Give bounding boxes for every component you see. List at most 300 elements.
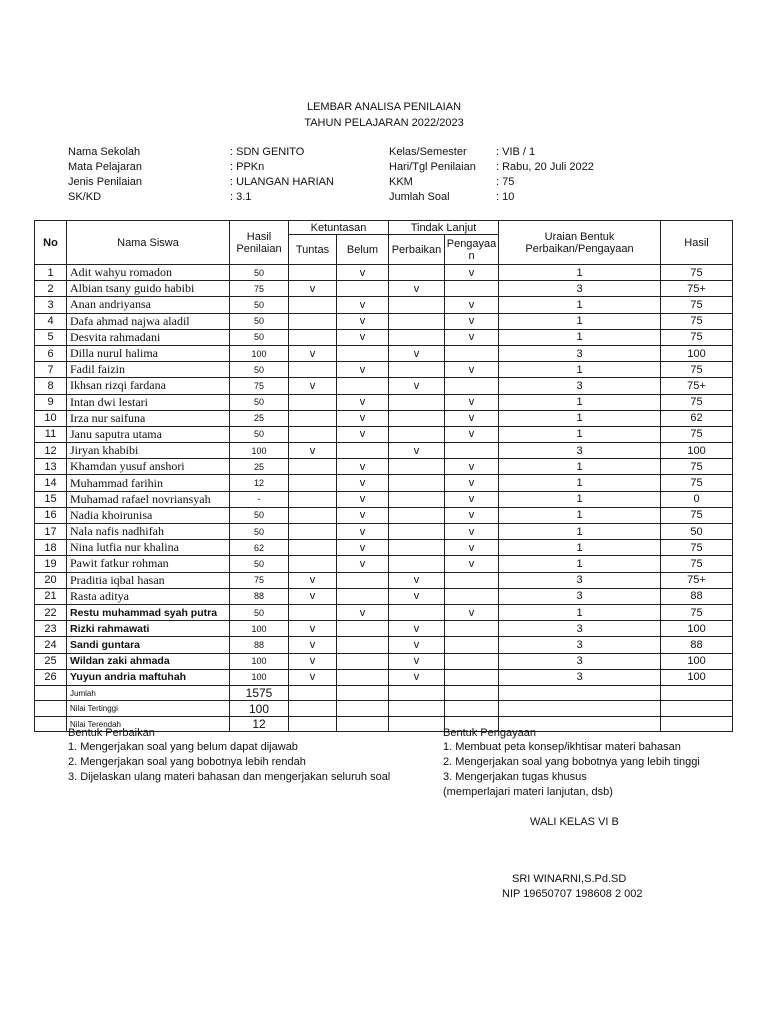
- cell-tuntas: [289, 540, 337, 556]
- cell-no: 13: [35, 459, 67, 475]
- cell-belum: v: [337, 265, 389, 281]
- cell-no: 19: [35, 556, 67, 572]
- pengayaan-item: 2. Mengerjakan soal yang bobotnya yang lebih tinggi: [443, 756, 700, 768]
- cell-no: 8: [35, 378, 67, 394]
- cell-perbaikan: [389, 329, 445, 345]
- cell-uraian: 1: [499, 426, 661, 442]
- cell-score: 50: [230, 265, 289, 281]
- cell-pengayaan: [445, 378, 499, 394]
- cell-score: 50: [230, 426, 289, 442]
- cell-tuntas: v: [289, 345, 337, 361]
- summary-empty: [337, 716, 389, 732]
- cell-no: 3: [35, 297, 67, 313]
- summary-value: 1575: [230, 685, 289, 701]
- cell-pengayaan: [445, 637, 499, 653]
- perbaikan-item: 1. Mengerjakan soal yang belum dapat dijawab: [68, 741, 298, 753]
- table-row: [35, 378, 733, 394]
- table-row: [35, 329, 733, 345]
- cell-uraian: 1: [499, 475, 661, 491]
- cell-student-name: Muhamad rafael novriansyah: [67, 491, 230, 507]
- cell-no: 14: [35, 475, 67, 491]
- cell-student-name: Restu muhammad syah putra: [67, 604, 230, 620]
- cell-student-name: Janu saputra utama: [67, 426, 230, 442]
- cell-score: 100: [230, 621, 289, 637]
- cell-belum: v: [337, 362, 389, 378]
- cell-no: 1: [35, 265, 67, 281]
- cell-pengayaan: v: [445, 297, 499, 313]
- cell-hasil: 62: [661, 410, 733, 426]
- cell-tuntas: v: [289, 443, 337, 459]
- cell-hasil: 100: [661, 621, 733, 637]
- cell-belum: [337, 637, 389, 653]
- cell-student-name: Nadia khoirunisa: [67, 507, 230, 523]
- cell-pengayaan: [445, 669, 499, 685]
- cell-student-name: Wildan zaki ahmada: [67, 653, 230, 669]
- cell-tuntas: v: [289, 281, 337, 297]
- cell-tuntas: [289, 313, 337, 329]
- cell-no: 25: [35, 653, 67, 669]
- cell-perbaikan: v: [389, 637, 445, 653]
- pengayaan-item: (memperlajari materi lanjutan, dsb): [443, 786, 613, 798]
- summary-empty: [445, 685, 499, 701]
- table-row: [35, 540, 733, 556]
- cell-no: 2: [35, 281, 67, 297]
- cell-belum: v: [337, 410, 389, 426]
- header-hasil-penilaian: Hasil Penilaian: [230, 221, 289, 265]
- cell-score: 25: [230, 410, 289, 426]
- cell-hasil: 75: [661, 459, 733, 475]
- cell-perbaikan: [389, 491, 445, 507]
- table-row: [35, 362, 733, 378]
- cell-perbaikan: v: [389, 443, 445, 459]
- cell-hasil: 75: [661, 297, 733, 313]
- signature-name: SRI WINARNI,S.Pd.SD: [512, 873, 627, 885]
- cell-no: 12: [35, 443, 67, 459]
- cell-no: 10: [35, 410, 67, 426]
- cell-belum: v: [337, 556, 389, 572]
- cell-hasil: 75+: [661, 281, 733, 297]
- table-row: [35, 281, 733, 297]
- summary-row: [35, 685, 733, 701]
- cell-belum: v: [337, 297, 389, 313]
- summary-empty: [337, 685, 389, 701]
- cell-hasil: 75: [661, 362, 733, 378]
- cell-belum: [337, 653, 389, 669]
- cell-perbaikan: v: [389, 669, 445, 685]
- cell-uraian: 3: [499, 345, 661, 361]
- table-row: [35, 410, 733, 426]
- cell-score: 62: [230, 540, 289, 556]
- cell-student-name: Anan andriyansa: [67, 297, 230, 313]
- cell-uraian: 1: [499, 459, 661, 475]
- cell-uraian: 3: [499, 588, 661, 604]
- summary-value: 12: [230, 716, 289, 732]
- cell-pengayaan: v: [445, 540, 499, 556]
- cell-hasil: 75: [661, 394, 733, 410]
- summary-empty: [337, 701, 389, 717]
- header-pengayaan: Pengayaan: [445, 235, 499, 265]
- cell-student-name: Sandi guntara: [67, 637, 230, 653]
- cell-no: 11: [35, 426, 67, 442]
- cell-student-name: Intan dwi lestari: [67, 394, 230, 410]
- cell-belum: v: [337, 394, 389, 410]
- cell-pengayaan: [445, 588, 499, 604]
- cell-hasil: 75: [661, 265, 733, 281]
- cell-uraian: 1: [499, 313, 661, 329]
- cell-perbaikan: v: [389, 345, 445, 361]
- info-value: : ULANGAN HARIAN: [230, 176, 334, 188]
- grade-table: [34, 220, 733, 732]
- summary-empty: [35, 716, 67, 732]
- cell-score: 75: [230, 572, 289, 588]
- cell-belum: [337, 669, 389, 685]
- cell-tuntas: v: [289, 669, 337, 685]
- cell-hasil: 75: [661, 556, 733, 572]
- cell-score: 50: [230, 329, 289, 345]
- cell-uraian: 1: [499, 362, 661, 378]
- cell-perbaikan: [389, 265, 445, 281]
- cell-perbaikan: [389, 394, 445, 410]
- summary-row: [35, 701, 733, 717]
- cell-score: 50: [230, 313, 289, 329]
- cell-score: 50: [230, 297, 289, 313]
- table-row: [35, 653, 733, 669]
- cell-belum: v: [337, 604, 389, 620]
- cell-hasil: 0: [661, 491, 733, 507]
- cell-uraian: 3: [499, 621, 661, 637]
- cell-student-name: Muhammad farihin: [67, 475, 230, 491]
- cell-tuntas: [289, 394, 337, 410]
- cell-score: 88: [230, 637, 289, 653]
- cell-no: 6: [35, 345, 67, 361]
- document-title: LEMBAR ANALISA PENILAIAN: [306, 101, 462, 113]
- cell-pengayaan: v: [445, 426, 499, 442]
- cell-belum: [337, 572, 389, 588]
- cell-uraian: 3: [499, 653, 661, 669]
- cell-uraian: 1: [499, 491, 661, 507]
- cell-perbaikan: v: [389, 653, 445, 669]
- cell-no: 23: [35, 621, 67, 637]
- cell-hasil: 50: [661, 524, 733, 540]
- cell-uraian: 1: [499, 507, 661, 523]
- cell-uraian: 1: [499, 265, 661, 281]
- cell-perbaikan: [389, 524, 445, 540]
- summary-empty: [499, 701, 661, 717]
- cell-score: 75: [230, 281, 289, 297]
- info-value: : VIB / 1: [496, 146, 536, 158]
- cell-hasil: 75: [661, 507, 733, 523]
- summary-label: Nilai Terendah: [67, 716, 230, 732]
- summary-empty: [661, 701, 733, 717]
- cell-uraian: 3: [499, 572, 661, 588]
- header-tuntas: Tuntas: [289, 235, 337, 265]
- table-row: [35, 669, 733, 685]
- perbaikan-item: 2. Mengerjakan soal yang bobotnya lebih rendah: [68, 756, 306, 768]
- cell-belum: v: [337, 459, 389, 475]
- cell-pengayaan: v: [445, 604, 499, 620]
- cell-student-name: Nala nafis nadhifah: [67, 524, 230, 540]
- info-label: Kelas/Semester: [389, 146, 467, 158]
- cell-perbaikan: [389, 313, 445, 329]
- cell-belum: [337, 281, 389, 297]
- cell-uraian: 3: [499, 669, 661, 685]
- cell-tuntas: [289, 491, 337, 507]
- cell-score: 50: [230, 556, 289, 572]
- cell-belum: v: [337, 313, 389, 329]
- cell-perbaikan: v: [389, 281, 445, 297]
- cell-tuntas: v: [289, 572, 337, 588]
- cell-hasil: 100: [661, 653, 733, 669]
- cell-belum: v: [337, 524, 389, 540]
- cell-hasil: 75: [661, 540, 733, 556]
- cell-perbaikan: v: [389, 621, 445, 637]
- cell-no: 20: [35, 572, 67, 588]
- cell-tuntas: [289, 265, 337, 281]
- cell-perbaikan: [389, 362, 445, 378]
- summary-empty: [289, 701, 337, 717]
- cell-student-name: Jiryan khabibi: [67, 443, 230, 459]
- info-label: Mata Pelajaran: [68, 161, 142, 173]
- cell-pengayaan: v: [445, 524, 499, 540]
- cell-no: 21: [35, 588, 67, 604]
- cell-hasil: 75+: [661, 572, 733, 588]
- cell-score: 88: [230, 588, 289, 604]
- cell-pengayaan: v: [445, 410, 499, 426]
- cell-student-name: Irza nur saifuna: [67, 410, 230, 426]
- cell-score: 100: [230, 345, 289, 361]
- cell-pengayaan: [445, 653, 499, 669]
- cell-student-name: Albian tsany guido habibi: [67, 281, 230, 297]
- header-belum: Belum: [337, 235, 389, 265]
- cell-uraian: 1: [499, 329, 661, 345]
- summary-empty: [289, 685, 337, 701]
- summary-empty: [661, 685, 733, 701]
- cell-perbaikan: [389, 556, 445, 572]
- cell-hasil: 75: [661, 313, 733, 329]
- info-value: : 75: [496, 176, 515, 188]
- cell-belum: v: [337, 507, 389, 523]
- cell-student-name: Desvita rahmadani: [67, 329, 230, 345]
- table-row: [35, 394, 733, 410]
- cell-perbaikan: [389, 475, 445, 491]
- cell-score: 100: [230, 653, 289, 669]
- cell-uraian: 3: [499, 443, 661, 459]
- cell-no: 24: [35, 637, 67, 653]
- cell-pengayaan: v: [445, 329, 499, 345]
- cell-student-name: Praditia iqbal hasan: [67, 572, 230, 588]
- info-label: Jumlah Soal: [389, 191, 450, 203]
- cell-hasil: 75: [661, 329, 733, 345]
- cell-pengayaan: [445, 621, 499, 637]
- cell-score: 50: [230, 394, 289, 410]
- table-row: [35, 621, 733, 637]
- table-row: [35, 524, 733, 540]
- cell-no: 7: [35, 362, 67, 378]
- cell-pengayaan: [445, 281, 499, 297]
- cell-score: -: [230, 491, 289, 507]
- cell-tuntas: v: [289, 653, 337, 669]
- summary-empty: [289, 716, 337, 732]
- info-value: : Rabu, 20 Juli 2022: [496, 161, 594, 173]
- cell-no: 5: [35, 329, 67, 345]
- table-row: [35, 443, 733, 459]
- cell-hasil: 75+: [661, 378, 733, 394]
- cell-student-name: Dilla nurul halima: [67, 345, 230, 361]
- table-row: [35, 459, 733, 475]
- signature-nip: NIP 19650707 198608 2 002: [502, 888, 643, 900]
- summary-value: 100: [230, 701, 289, 717]
- cell-tuntas: [289, 475, 337, 491]
- cell-student-name: Khamdan yusuf anshori: [67, 459, 230, 475]
- cell-hasil: 100: [661, 345, 733, 361]
- cell-hasil: 100: [661, 443, 733, 459]
- info-label: KKM: [389, 176, 413, 188]
- cell-uraian: 3: [499, 281, 661, 297]
- cell-no: 9: [35, 394, 67, 410]
- cell-score: 75: [230, 378, 289, 394]
- cell-student-name: Rizki rahmawati: [67, 621, 230, 637]
- cell-hasil: 88: [661, 637, 733, 653]
- table-row: [35, 556, 733, 572]
- summary-empty: [445, 701, 499, 717]
- cell-tuntas: [289, 604, 337, 620]
- cell-pengayaan: [445, 345, 499, 361]
- cell-pengayaan: v: [445, 507, 499, 523]
- info-label: SK/KD: [68, 191, 102, 203]
- cell-hasil: 100: [661, 669, 733, 685]
- info-label: Jenis Penilaian: [68, 176, 142, 188]
- cell-perbaikan: v: [389, 572, 445, 588]
- cell-perbaikan: [389, 297, 445, 313]
- cell-hasil: 75: [661, 426, 733, 442]
- cell-student-name: Yuyun andria maftuhah: [67, 669, 230, 685]
- cell-perbaikan: [389, 540, 445, 556]
- cell-belum: v: [337, 540, 389, 556]
- cell-score: 25: [230, 459, 289, 475]
- table-row: [35, 297, 733, 313]
- cell-tuntas: v: [289, 621, 337, 637]
- table-row: [35, 604, 733, 620]
- cell-score: 50: [230, 507, 289, 523]
- cell-student-name: Adit wahyu romadon: [67, 265, 230, 281]
- cell-uraian: 1: [499, 297, 661, 313]
- cell-student-name: Dafa ahmad najwa aladil: [67, 313, 230, 329]
- perbaikan-title: Bentuk Perbaikan: [68, 727, 155, 739]
- cell-score: 50: [230, 524, 289, 540]
- info-label: Nama Sekolah: [68, 146, 141, 158]
- cell-perbaikan: [389, 410, 445, 426]
- cell-no: 26: [35, 669, 67, 685]
- cell-score: 12: [230, 475, 289, 491]
- table-row: [35, 426, 733, 442]
- header-uraian: Uraian Bentuk Perbaikan/Pengayaan: [499, 221, 661, 265]
- cell-uraian: 1: [499, 556, 661, 572]
- header-perbaikan: Perbaikan: [389, 235, 445, 265]
- cell-belum: [337, 588, 389, 604]
- cell-score: 50: [230, 604, 289, 620]
- cell-student-name: Ikhsan rizqi fardana: [67, 378, 230, 394]
- cell-tuntas: [289, 297, 337, 313]
- cell-pengayaan: v: [445, 265, 499, 281]
- cell-belum: v: [337, 426, 389, 442]
- cell-tuntas: [289, 426, 337, 442]
- header-ketuntasan: Ketuntasan: [289, 221, 389, 235]
- summary-empty: [389, 701, 445, 717]
- table-row: [35, 572, 733, 588]
- cell-score: 100: [230, 443, 289, 459]
- cell-belum: v: [337, 491, 389, 507]
- cell-no: 18: [35, 540, 67, 556]
- cell-uraian: 1: [499, 410, 661, 426]
- table-row: [35, 265, 733, 281]
- summary-empty: [389, 685, 445, 701]
- cell-tuntas: [289, 556, 337, 572]
- summary-empty: [661, 716, 733, 732]
- cell-belum: [337, 345, 389, 361]
- info-value: : 3.1: [230, 191, 252, 203]
- cell-tuntas: v: [289, 588, 337, 604]
- table-row: [35, 588, 733, 604]
- signature-role: WALI KELAS VI B: [530, 816, 619, 828]
- summary-label: Nilai Tertinggi: [67, 701, 230, 717]
- cell-tuntas: [289, 507, 337, 523]
- table-row: [35, 637, 733, 653]
- cell-score: 100: [230, 669, 289, 685]
- cell-student-name: Fadil faizin: [67, 362, 230, 378]
- cell-perbaikan: v: [389, 588, 445, 604]
- cell-score: 50: [230, 362, 289, 378]
- cell-no: 22: [35, 604, 67, 620]
- cell-pengayaan: v: [445, 394, 499, 410]
- cell-student-name: Pawit fatkur rohman: [67, 556, 230, 572]
- cell-uraian: 1: [499, 540, 661, 556]
- header-no: No: [35, 221, 67, 265]
- info-label: Hari/Tgl Penilaian: [389, 161, 476, 173]
- cell-perbaikan: [389, 459, 445, 475]
- header-nama: Nama Siswa: [67, 221, 230, 265]
- document-subtitle: TAHUN PELAJARAN 2022/2023: [304, 117, 464, 129]
- cell-belum: [337, 621, 389, 637]
- cell-hasil: 88: [661, 588, 733, 604]
- cell-tuntas: [289, 459, 337, 475]
- cell-pengayaan: v: [445, 491, 499, 507]
- cell-uraian: 1: [499, 524, 661, 540]
- table-row: [35, 507, 733, 523]
- table-row: [35, 313, 733, 329]
- perbaikan-item: 3. Dijelaskan ulang materi bahasan dan mengerjakan seluruh soal: [68, 771, 391, 783]
- cell-belum: v: [337, 475, 389, 491]
- header-hasil: Hasil: [661, 221, 733, 265]
- cell-pengayaan: [445, 572, 499, 588]
- cell-tuntas: [289, 329, 337, 345]
- info-value: : 10: [496, 191, 515, 203]
- cell-no: 15: [35, 491, 67, 507]
- cell-pengayaan: v: [445, 362, 499, 378]
- cell-pengayaan: [445, 443, 499, 459]
- cell-uraian: 3: [499, 637, 661, 653]
- cell-pengayaan: v: [445, 313, 499, 329]
- cell-student-name: Nina lutfia nur khalina: [67, 540, 230, 556]
- cell-pengayaan: v: [445, 556, 499, 572]
- cell-tuntas: [289, 524, 337, 540]
- cell-perbaikan: v: [389, 378, 445, 394]
- summary-empty: [389, 716, 445, 732]
- info-value: : SDN GENITO: [230, 146, 305, 158]
- summary-empty: [35, 701, 67, 717]
- cell-perbaikan: [389, 507, 445, 523]
- cell-uraian: 3: [499, 378, 661, 394]
- cell-perbaikan: [389, 426, 445, 442]
